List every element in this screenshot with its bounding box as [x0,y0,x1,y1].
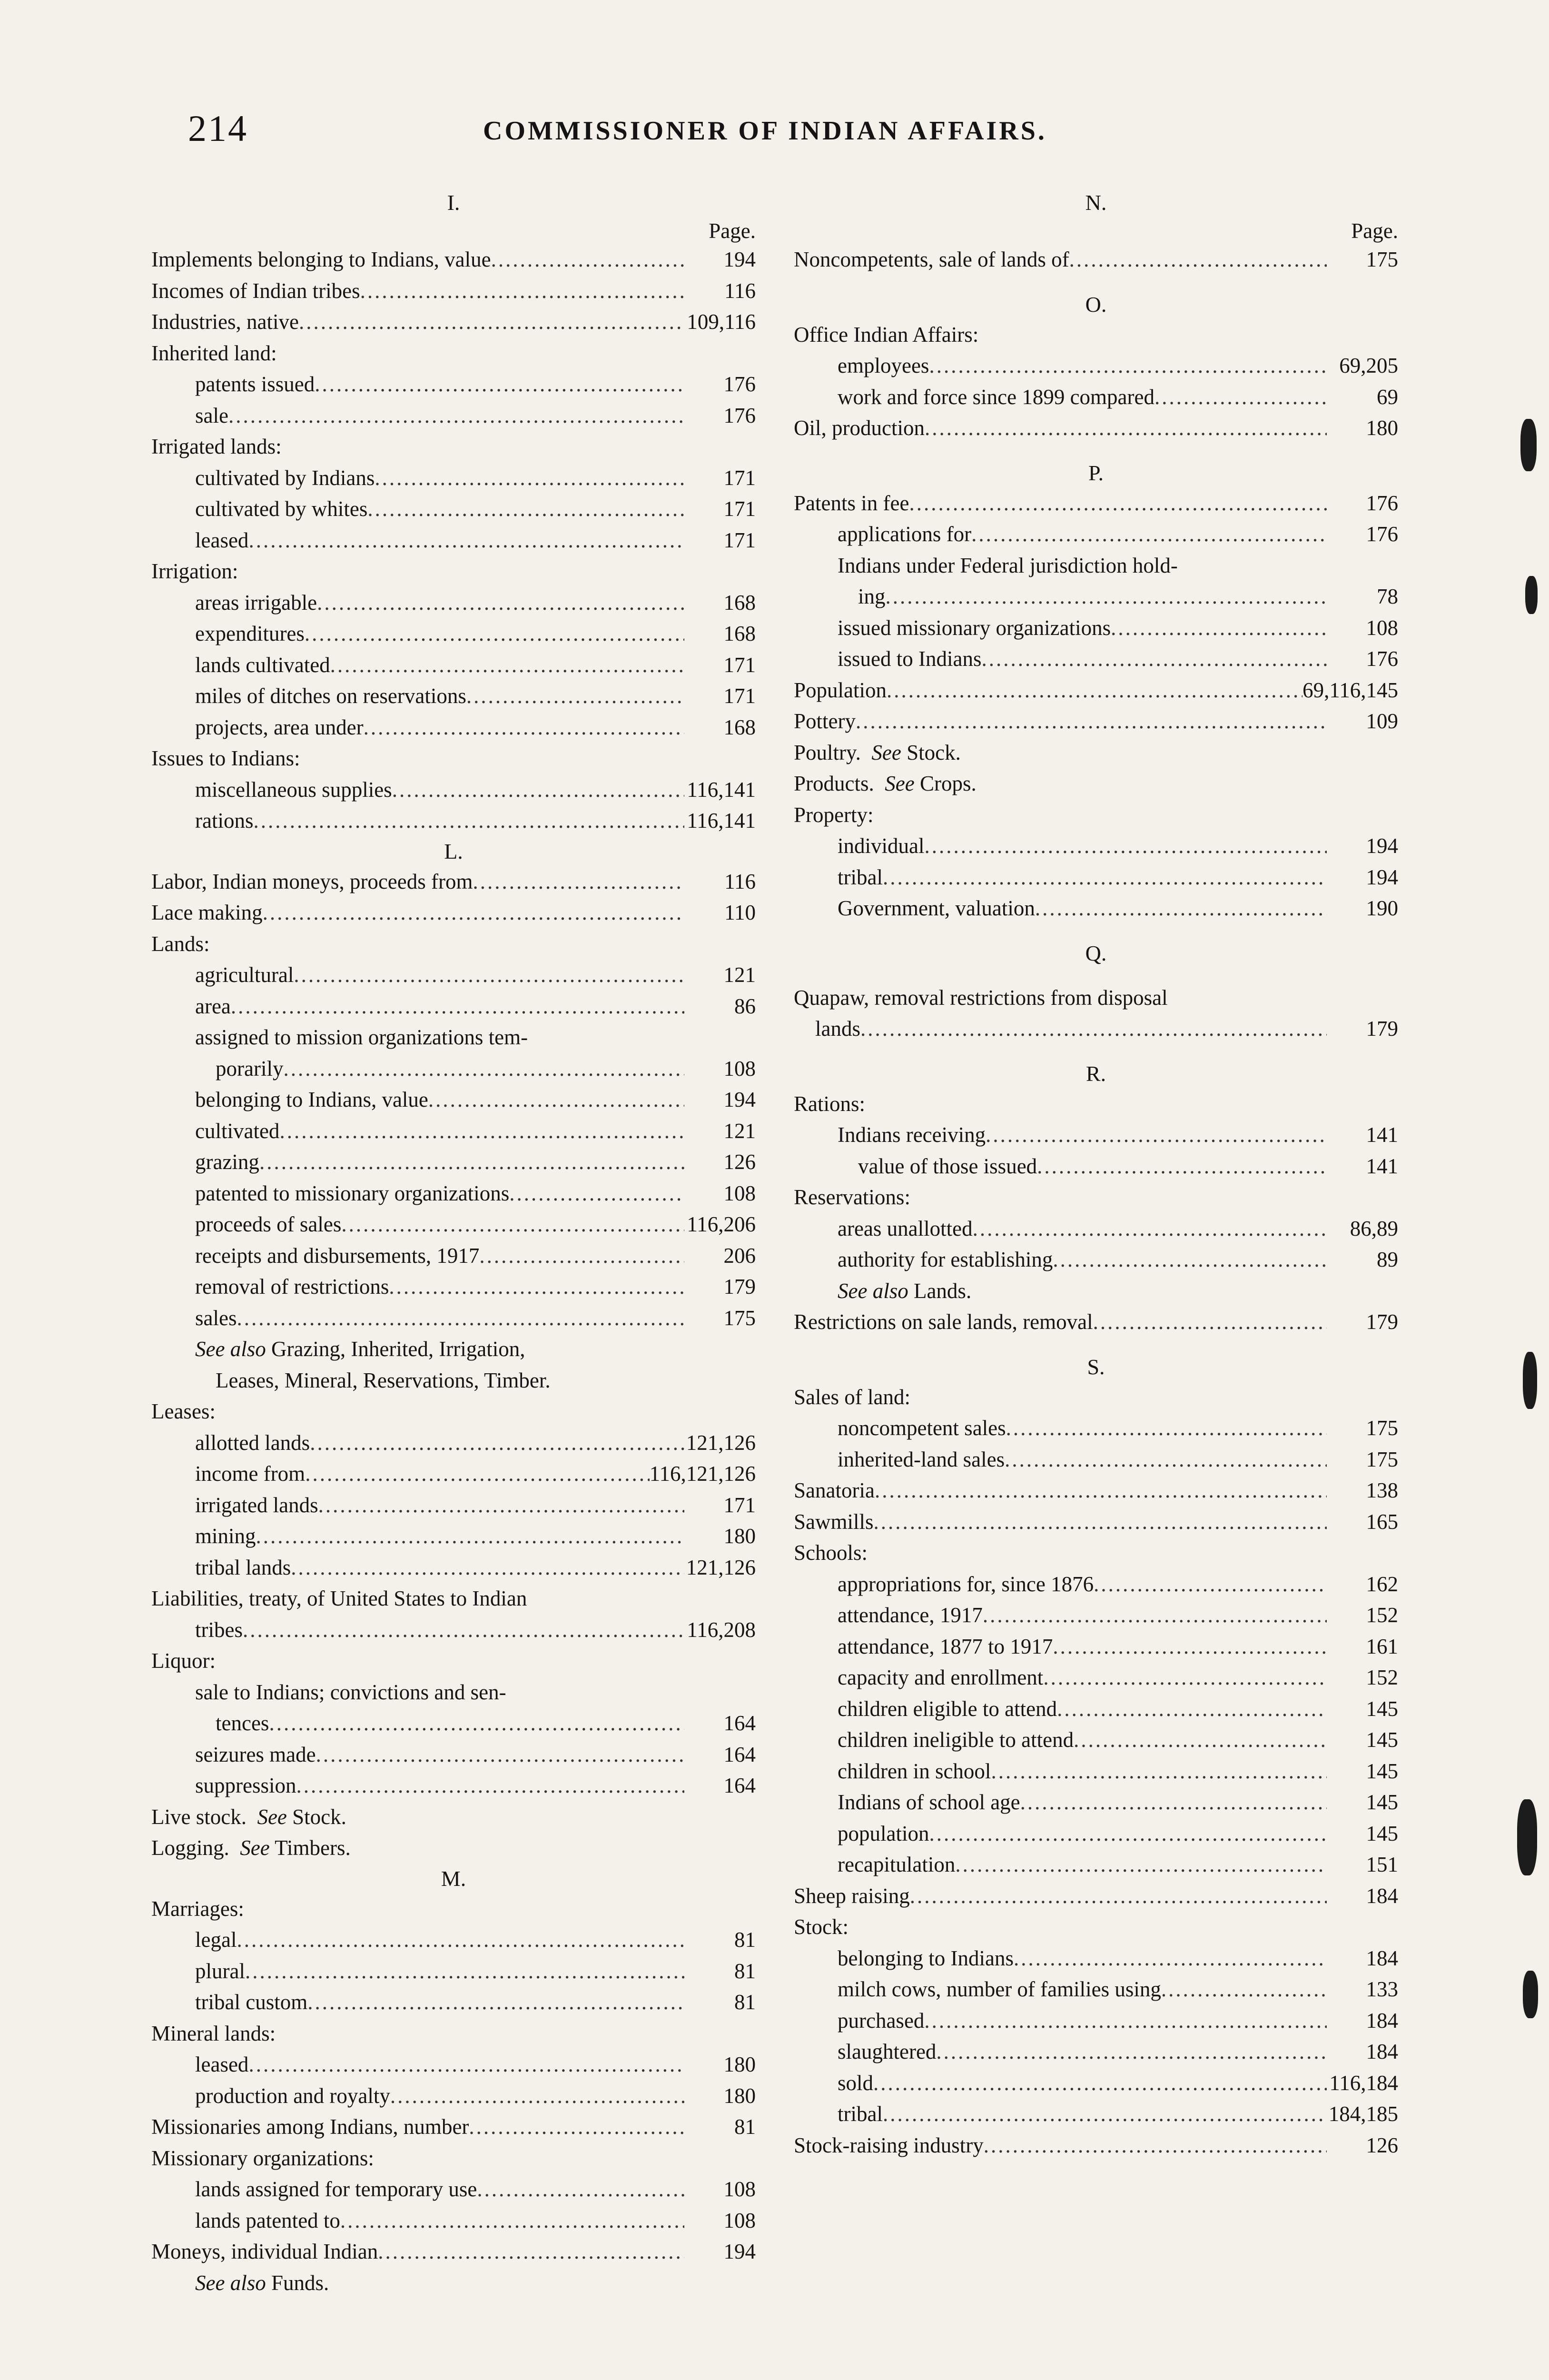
index-subentry: sales ..... 175 [151,1303,756,1334]
index-subentry: lands patented to ..... 108 [151,2205,756,2237]
index-subentry: recapitulation ..... 151 [794,1849,1398,1881]
index-subentry: production and royalty ..... 180 [151,2081,756,2112]
section-letter-s: S. [1087,1354,1105,1379]
index-heading: Marriages: [151,1896,244,1921]
page-column-label: Page. [709,219,756,243]
index-subentry: noncompetent sales ..... 175 [794,1413,1398,1444]
index-entry: Pottery ..... 109 [794,706,1398,737]
see-also-line: See also Grazing, Inherited, Irrigation, [195,1337,525,1361]
page-header [0,107,1549,164]
index-subentry: expenditures ..... 168 [151,618,756,650]
index-subentry: areas unallotted ..... 86,89 [794,1213,1398,1245]
index-subentry: irrigated lands ..... 171 [151,1490,756,1521]
index-entry: Sanatoria ..... 138 [794,1475,1398,1507]
index-entry: Sheep raising ..... 184 [794,1881,1398,1912]
index-entry: Industries, native ..... 109,116 [151,307,756,338]
index-subentry: projects, area under ..... 168 [151,712,756,744]
index-subentry: capacity and enrollment ..... 152 [794,1662,1398,1694]
index-subentry: income from ..... 116,121,126 [151,1458,756,1490]
index-subentry: Government, valuation ..... 190 [794,893,1398,924]
index-heading: Liabilities, treaty, of United States to Indian [151,1587,527,1610]
index-heading: Lands: [151,932,210,956]
page-column-label: Page. [1351,219,1398,243]
index-subentry: grazing ..... 126 [151,1147,756,1178]
section-letter-l: L. [444,839,463,863]
left-column [151,188,756,2299]
index-subentry: tribal ..... 194 [794,862,1398,893]
index-subentry: rations ..... 116,141 [151,805,756,837]
index-subentry: plural ..... 81 [151,1956,756,1987]
section-letter-p: P. [1088,460,1104,485]
index-subentry: leased ..... 171 [151,525,756,556]
section-letter-q: Q. [1085,941,1107,965]
index-subentry: area ..... 86 [151,991,756,1022]
index-subentry-wrap: Indians under Federal jurisdiction hold- [838,553,1178,577]
index-subentry: miscellaneous supplies ..... 116,141 [151,774,756,806]
index-subentry: individual ..... 194 [794,831,1398,862]
scan-mark [1520,419,1537,471]
index-subentry: tribal ..... 184,185 [794,2099,1398,2130]
index-subentry: employees ..... 69,205 [794,350,1398,382]
index-subentry-wrap: assigned to mission organizations tem- [195,1025,528,1049]
index-entry: Population ..... 69,116,145 [794,675,1398,706]
index-subentry: tences ..... 164 [151,1708,756,1739]
cross-reference: Products. See Crops. [794,772,977,795]
index-subentry: work and force since 1899 compared ..... 69 [794,382,1398,413]
index-entry-wrap: lands ..... 179 [794,1013,1398,1045]
index-heading: Office Indian Affairs: [794,322,979,347]
scan-mark [1517,1799,1537,1875]
index-entry: Stock-raising industry ..... 126 [794,2130,1398,2162]
scan-mark [1523,1352,1537,1409]
index-subentry: tribal lands ..... 121,126 [151,1552,756,1584]
index-subentry: Indians of school age ..... 145 [794,1787,1398,1818]
index-subentry: porarily ..... 108 [151,1053,756,1085]
index-subentry: leased ..... 180 [151,2049,756,2081]
index-entry: Labor, Indian moneys, proceeds from ..... 116 [151,866,756,898]
index-heading: Missionary organizations: [151,2146,374,2170]
index-subentry: milch cows, number of families using ..... 133 [794,1974,1398,2005]
index-subentry: authority for establishing ..... 89 [794,1244,1398,1276]
index-heading: Mineral lands: [151,2021,276,2045]
index-heading: Irrigated lands: [151,435,282,458]
section-letter-n: N. [1085,190,1107,215]
index-subentry: issued missionary organizations ..... 108 [794,613,1398,644]
index-subentry: mining ..... 180 [151,1521,756,1552]
index-subentry: attendance, 1917 ..... 152 [794,1600,1398,1631]
right-column [794,188,1398,2161]
running-head: COMMISSIONER OF INDIAN AFFAIRS. [483,116,1047,146]
index-subentry: seizures made ..... 164 [151,1739,756,1771]
index-heading: Issues to Indians: [151,746,300,770]
index-heading: Schools: [794,1541,868,1565]
index-subentry: sale ..... 176 [151,400,756,432]
index-heading: Leases: [151,1399,216,1423]
index-subentry: cultivated by Indians ..... 171 [151,463,756,494]
index-entry: Moneys, individual Indian ..... 194 [151,2236,756,2268]
cross-reference: Logging. See Timbers. [151,1836,351,1860]
index-subentry: removal of restrictions ..... 179 [151,1271,756,1303]
index-subentry: belonging to Indians ..... 184 [794,1943,1398,1974]
index-subentry: cultivated by whites ..... 171 [151,494,756,525]
index-heading: Inherited land: [151,341,277,365]
index-entry: Oil, production ..... 180 [794,413,1398,444]
index-subentry: proceeds of sales ..... 116,206 [151,1209,756,1240]
scan-mark [1525,576,1538,614]
section-letter-o: O. [1085,292,1107,317]
index-subentry: attendance, 1877 to 1917 ..... 161 [794,1631,1398,1663]
index-subentry: ing ..... 78 [794,581,1398,613]
see-also-line: See also Funds. [195,2271,329,2295]
index-subentry-wrap: sale to Indians; convictions and sen- [195,1680,506,1704]
index-subentry: slaughtered ..... 184 [794,2036,1398,2068]
index-subentry: applications for ..... 176 [794,519,1398,550]
cross-reference: Live stock. See Stock. [151,1805,346,1829]
index-subentry: appropriations for, since 1876 ..... 162 [794,1569,1398,1600]
cross-reference: Poultry. See Stock. [794,740,961,764]
index-subentry: children in school ..... 145 [794,1756,1398,1787]
section-letter-i: I. [447,190,460,215]
index-subentry: children eligible to attend ..... 145 [794,1694,1398,1725]
index-subentry: lands assigned for temporary use ..... 108 [151,2174,756,2205]
index-subentry: sold ..... 116,184 [794,2068,1398,2099]
index-subentry: agricultural ..... 121 [151,960,756,991]
index-heading: Stock: [794,1915,849,1939]
index-entry: Patents in fee ..... 176 [794,488,1398,519]
index-subentry: receipts and disbursements, 1917 ..... 206 [151,1240,756,1272]
section-letter-r: R. [1085,1061,1106,1086]
index-subentry: purchased ..... 184 [794,2005,1398,2037]
index-subentry: population ..... 145 [794,1818,1398,1850]
index-entry: Missionaries among Indians, number ..... 81 [151,2112,756,2143]
index-subentry: Indians receiving ..... 141 [794,1120,1398,1151]
index-entry: Implements belonging to Indians, value ..... 194 [151,244,756,276]
index-subentry: allotted lands ..... 121,126 [151,1428,756,1459]
index-subentry: miles of ditches on reservations ..... 171 [151,681,756,712]
index-subentry: areas irrigable ..... 168 [151,587,756,619]
index-subentry: belonging to Indians, value ..... 194 [151,1084,756,1116]
index-entry: Noncompetents, sale of lands of ..... 175 [794,244,1398,276]
index-entry: Incomes of Indian tribes ..... 116 [151,276,756,307]
index-subentry: children ineligible to attend ..... 145 [794,1725,1398,1756]
index-entry: Restrictions on sale lands, removal ..... 179 [794,1307,1398,1338]
section-letter-m: M. [441,1866,466,1891]
index-subentry: inherited-land sales ..... 175 [794,1444,1398,1476]
index-heading: Irrigation: [151,559,238,583]
index-subentry: cultivated ..... 121 [151,1116,756,1147]
scan-mark [1523,1971,1538,2018]
index-entry: Lace making ..... 110 [151,897,756,929]
see-also-line: See also Lands. [838,1279,972,1303]
index-heading: Sales of land: [794,1385,910,1409]
index-subentry: patented to missionary organizations ..... 108 [151,1178,756,1210]
index-subentry: legal ..... 81 [151,1924,756,1956]
index-subentry: suppression ..... 164 [151,1770,756,1802]
index-heading: Liquor: [151,1649,216,1673]
see-also-line: Leases, Mineral, Reservations, Timber. [216,1368,551,1392]
page-number: 214 [188,108,248,149]
index-subentry: lands cultivated ..... 171 [151,650,756,681]
index-subentry: value of those issued ..... 141 [794,1151,1398,1182]
index-subentry: issued to Indians ..... 176 [794,644,1398,675]
index-heading: Property: [794,803,874,827]
index-heading: Reservations: [794,1185,910,1209]
index-entry: Sawmills ..... 165 [794,1507,1398,1538]
index-heading: Rations: [794,1091,866,1116]
index-heading: Quapaw, removal restrictions from disposal [794,985,1168,1010]
index-subentry: patents issued ..... 176 [151,369,756,400]
index-subentry: tribal custom ..... 81 [151,1987,756,2018]
index-entry-wrap: tribes ..... 116,208 [151,1615,756,1646]
